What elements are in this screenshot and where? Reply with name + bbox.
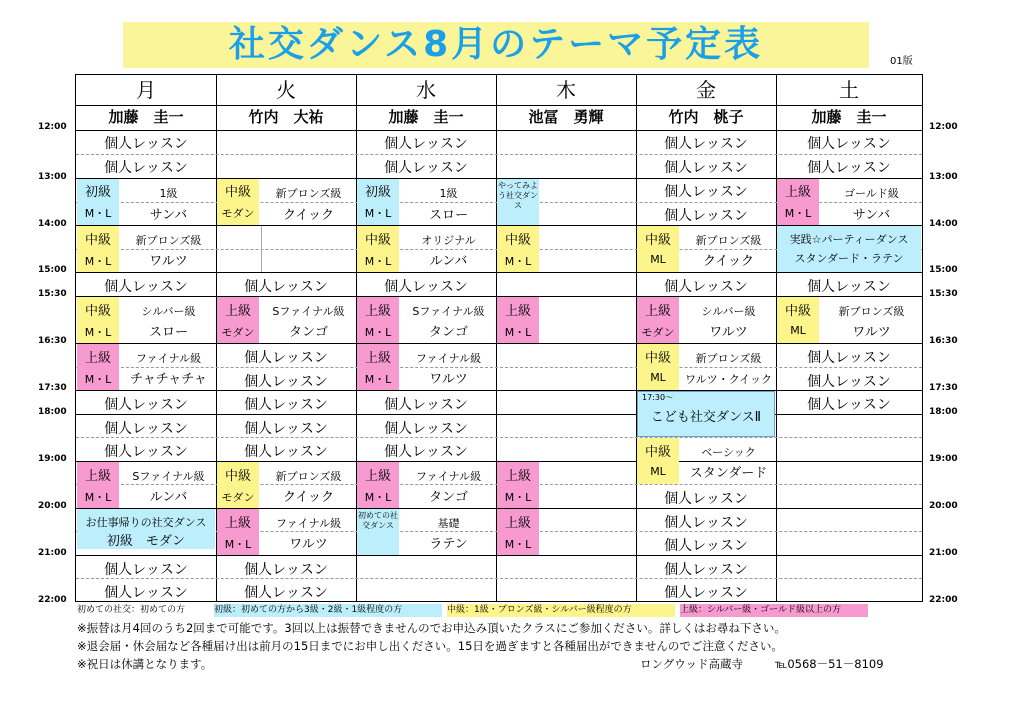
teacher-tue: 竹内 大祐: [248, 108, 324, 126]
level-sub: M・L: [504, 255, 532, 268]
teacher-sat: 加藤 圭一: [811, 108, 887, 126]
class-dance: スロー: [148, 325, 188, 340]
level-label: 中級: [84, 304, 111, 319]
teacher-wed: 加藤 圭一: [388, 108, 464, 126]
private-lesson: 個人レッスン: [664, 585, 748, 601]
version-label: 01版: [890, 56, 913, 67]
legend-beginner: 初級：初めての方から3級・2級・1級程度の方: [214, 604, 442, 617]
class-grade: 新ブロンズ級: [275, 470, 342, 483]
level-sub: ML: [650, 465, 666, 478]
private-lesson: 個人レッスン: [664, 538, 748, 554]
teacher-thu: 池冨 勇輝: [528, 108, 604, 126]
class-grade: 1級: [159, 187, 178, 200]
level-sub: M・L: [364, 326, 392, 339]
legend-intermediate: 中級：1級・ブロンズ級・シルバー級程度の方: [447, 604, 675, 617]
class-dance: クイック: [702, 254, 755, 269]
half-hour-divider: [76, 154, 922, 155]
private-lesson: 個人レッスン: [807, 160, 891, 176]
level-label: 中級: [224, 185, 251, 200]
class-grade: 新ブロンズ級: [695, 352, 762, 365]
private-lesson: 個人レッスン: [664, 136, 748, 152]
private-lesson: 個人レッスン: [104, 397, 188, 413]
level-label: 上級: [784, 185, 811, 200]
legend-advanced: 上級：シルバー級・ゴールド級以上の方: [680, 604, 868, 617]
private-lesson: 個人レッスン: [384, 136, 468, 152]
level-label: 上級: [364, 351, 391, 366]
class-grade: 新ブロンズ級: [838, 305, 905, 318]
class-dance: タンゴ: [428, 490, 468, 505]
level-label: 初級: [84, 185, 111, 200]
level-label: 上級: [504, 469, 531, 484]
time-label: 21:00: [929, 548, 958, 558]
row-divider: [76, 272, 922, 273]
class-grade: 基礎: [437, 517, 460, 530]
class-grade: 新ブロンズ級: [275, 187, 342, 200]
private-lesson: 個人レッスン: [244, 374, 328, 390]
time-label: 12:00: [38, 122, 67, 132]
class-grade: ファイナル級: [275, 517, 342, 530]
class-grade: 1級: [439, 187, 458, 200]
time-label: 18:00: [929, 407, 958, 417]
studio-phone: ℡0568－51－8109: [775, 657, 884, 671]
private-lesson: 個人レッスン: [664, 279, 748, 295]
private-lesson: 個人レッスン: [244, 421, 328, 437]
time-label: 15:30: [38, 289, 67, 299]
class-grade: Sファイナル級: [132, 470, 205, 483]
class-grade: ファイナル級: [135, 352, 202, 365]
level-sub: M・L: [84, 326, 112, 339]
teacher-mon: 加藤 圭一: [108, 108, 184, 126]
private-lesson: 個人レッスン: [244, 350, 328, 366]
time-label: 12:00: [929, 122, 958, 132]
private-lesson: 個人レッスン: [807, 397, 891, 413]
class-dance: サンバ: [852, 208, 891, 223]
level-label: 中級: [504, 233, 531, 248]
private-lesson: 個人レッスン: [104, 562, 188, 578]
level-sub: M・L: [84, 207, 112, 220]
level-sub: ML: [650, 371, 666, 384]
private-lesson: 個人レッスン: [244, 279, 328, 295]
private-lesson: 個人レッスン: [244, 444, 328, 460]
private-lesson: 個人レッスン: [807, 374, 891, 390]
class-grade: 新ブロンズ級: [695, 234, 762, 247]
level-sub: M・L: [504, 491, 532, 504]
row-divider: [76, 414, 922, 415]
private-lesson: 個人レッスン: [104, 279, 188, 295]
class-dance: ワルツ: [149, 254, 188, 269]
level-sub: M・L: [224, 538, 252, 551]
empty-cell-divider: [261, 226, 262, 272]
class-dance: ワルツ: [709, 325, 748, 340]
private-lesson: 個人レッスン: [807, 279, 891, 295]
private-lesson: 個人レッスン: [104, 160, 188, 176]
private-lesson: 個人レッスン: [664, 184, 748, 200]
note-line: ※祝日は休講となります。: [77, 657, 213, 671]
time-label: 22:00: [929, 595, 958, 605]
level-label: 上級: [644, 304, 671, 319]
level-sub: M・L: [364, 491, 392, 504]
page-title: 社交ダンス8月のテーマ予定表: [123, 22, 869, 68]
time-label: 20:00: [38, 501, 67, 511]
level-label: 中級: [644, 445, 671, 460]
private-lesson: 個人レッスン: [244, 585, 328, 601]
class-dance: ワルツ・クイック: [685, 373, 772, 386]
class-dance: ワルツ: [429, 372, 468, 387]
level-label: 初級: [364, 185, 391, 200]
class-dance: タンゴ: [288, 325, 328, 340]
private-lesson: 個人レッスン: [384, 397, 468, 413]
time-label: 19:00: [38, 454, 67, 464]
time-label: 13:00: [929, 172, 958, 182]
time-label: 20:00: [929, 501, 958, 511]
time-label: 18:00: [38, 407, 67, 417]
time-label: 16:30: [38, 336, 67, 346]
day-header-sat: 土: [839, 78, 859, 102]
class-grade: オリジナル: [421, 234, 476, 247]
special-class-sub: 初級 モダン: [106, 534, 186, 549]
level-label: 中級: [84, 233, 111, 248]
private-lesson: 個人レッスン: [384, 421, 468, 437]
schedule-grid: [75, 74, 923, 602]
level-sub: M・L: [84, 255, 112, 268]
class-grade: ゴールド級: [844, 187, 899, 200]
level-label: 上級: [364, 304, 391, 319]
row-divider: [76, 343, 922, 344]
class-dance: ワルツ: [852, 325, 891, 340]
level-sub: M・L: [84, 373, 112, 386]
level-sub: モダン: [221, 326, 255, 339]
level-sub: ML: [650, 253, 666, 266]
level-sub: M・L: [364, 255, 392, 268]
level-label: 上級: [84, 469, 111, 484]
note-line: ※振替は月4回のうち2回まで可能です。3回以上は振替できませんのでお申込み頂いたクラスにご参加ください。詳しくはお尋ね下さい。: [77, 621, 786, 635]
class-dance: スロー: [428, 208, 468, 223]
class-grade: Sファイナル級: [272, 305, 345, 318]
level-sub: M・L: [84, 491, 112, 504]
class-grade: Sファイナル級: [412, 305, 485, 318]
level-label: 中級: [364, 233, 391, 248]
private-lesson: 個人レッスン: [807, 136, 891, 152]
class-grade: シルバー級: [701, 305, 756, 318]
day-header-thu: 木: [556, 78, 576, 102]
private-lesson: 個人レッスン: [384, 279, 468, 295]
time-label: 15:30: [929, 289, 958, 299]
time-label: 17:30: [38, 383, 67, 393]
day-header-fri: 金: [696, 78, 716, 102]
day-header-mon: 月: [136, 78, 156, 102]
private-lesson: 個人レッスン: [104, 585, 188, 601]
day-header-tue: 火: [276, 78, 296, 102]
class-dance: ルンバ: [149, 490, 188, 505]
row-divider: [76, 130, 922, 131]
level-sub: M・L: [364, 207, 392, 220]
studio-name: ロングウッド高蔵寺: [640, 657, 744, 671]
time-label: 17:30: [929, 383, 958, 393]
private-lesson: 個人レッスン: [664, 515, 748, 531]
time-label: 14:00: [38, 219, 67, 229]
level-label: 中級: [784, 304, 811, 319]
level-sub: モダン: [221, 491, 255, 504]
private-lesson: 個人レッスン: [104, 136, 188, 152]
private-lesson: 個人レッスン: [664, 160, 748, 176]
kids-class-title: こども社交ダンスⅡ: [650, 410, 762, 425]
level-label: 上級: [224, 304, 251, 319]
day-header-wed: 水: [416, 78, 436, 102]
class-grade: 新ブロンズ級: [135, 234, 202, 247]
level-sub: モダン: [641, 326, 675, 339]
class-dance: ワルツ: [289, 537, 328, 552]
kids-class-time: 17:30～: [642, 393, 674, 402]
level-sub: M・L: [364, 373, 392, 386]
time-label: 15:00: [38, 265, 67, 275]
time-label: 13:00: [38, 172, 67, 182]
class-grade: シルバー級: [141, 305, 196, 318]
class-dance: クイック: [282, 490, 335, 505]
level-sub: M・L: [784, 207, 812, 220]
level-sub: M・L: [504, 538, 532, 551]
class-dance: タンゴ: [428, 325, 468, 340]
private-lesson: 個人レッスン: [104, 421, 188, 437]
time-label: 22:00: [38, 595, 67, 605]
level-sub: ML: [790, 324, 806, 337]
private-lesson: 個人レッスン: [384, 160, 468, 176]
special-class-title: 初めての社交ダンス: [358, 511, 398, 530]
class-grade: ベーシック: [701, 446, 756, 459]
class-dance: ルンバ: [429, 254, 468, 269]
special-class-sub: スタンダード・ラテン: [794, 252, 904, 265]
private-lesson: 個人レッスン: [384, 444, 468, 460]
class-dance: ラテン: [429, 537, 468, 552]
level-label: 上級: [504, 304, 531, 319]
private-lesson: 個人レッスン: [664, 208, 748, 224]
time-label: 16:30: [929, 336, 958, 346]
private-lesson: 個人レッスン: [104, 444, 188, 460]
level-label: 上級: [504, 516, 531, 531]
private-lesson: 個人レッスン: [664, 562, 748, 578]
class-dance: サンバ: [149, 208, 188, 223]
time-label: 14:00: [929, 219, 958, 229]
time-label: 19:00: [929, 454, 958, 464]
teacher-fri: 竹内 桃子: [668, 108, 744, 126]
level-label: 上級: [224, 516, 251, 531]
level-sub: M・L: [504, 326, 532, 339]
private-lesson: 個人レッスン: [807, 350, 891, 366]
private-lesson: 個人レッスン: [664, 491, 748, 507]
special-class-title: 実践☆パーティーダンス: [789, 233, 909, 246]
class-dance: スタンダード: [689, 466, 768, 481]
time-label: 21:00: [38, 548, 67, 558]
class-grade: ファイナル級: [415, 352, 482, 365]
class-dance: チャチャチャ: [130, 372, 207, 387]
row-divider: [76, 555, 922, 556]
level-label: 上級: [364, 469, 391, 484]
private-lesson: 個人レッスン: [244, 397, 328, 413]
class-grade: ファイナル級: [415, 470, 482, 483]
class-dance: クイック: [282, 208, 335, 223]
special-class-title: お仕事帰りの社交ダンス: [85, 516, 207, 529]
time-label: 15:00: [929, 265, 958, 275]
level-label: 中級: [644, 233, 671, 248]
level-label: 上級: [84, 351, 111, 366]
level-label: 中級: [644, 351, 671, 366]
note-line: ※退会届・休会届など各種届け出は前月の15日までにお申し出ください。15日を過ぎますと各種届出ができませんのでご注意ください。: [77, 639, 783, 653]
legend-first-timer: 初めての社交：初めての方: [77, 605, 186, 615]
level-label: 中級: [224, 469, 251, 484]
private-lesson: 個人レッスン: [244, 562, 328, 578]
level-sub: モダン: [221, 207, 255, 220]
special-class-title: やってみよう社交ダンス: [497, 181, 539, 210]
